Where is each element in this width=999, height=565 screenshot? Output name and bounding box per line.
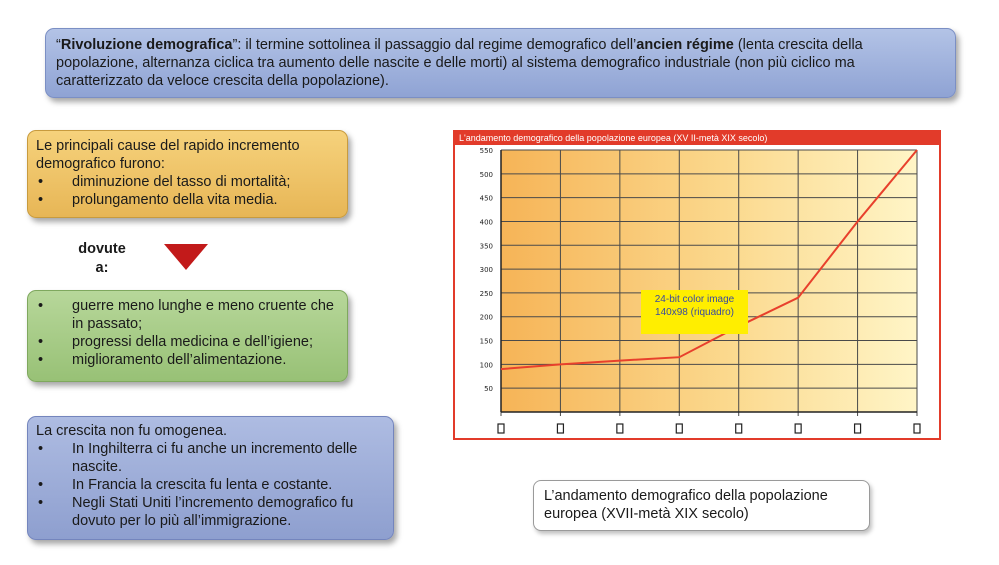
causes-intro: Le principali cause del rapido incremento demografico furono:: [36, 138, 300, 172]
growth-intro: La crescita non fu omogenea.: [36, 423, 228, 439]
x-tick-mark: [676, 424, 682, 433]
definition-text-2: (lenta crescita della popolazione, alternanza ciclica tra aumento delle nascite e delle morti) al sistema demografico industriale (non più ciclico ma caratterizzato da veloce crescita della popolazione).: [56, 37, 863, 89]
y-tick-label: 200: [479, 313, 493, 322]
y-tick-label: 450: [479, 194, 493, 203]
connector-label: dovute a:: [78, 241, 126, 276]
definition-text-1: : il termine sottolinea il passaggio dal regime demografico dell’: [237, 37, 637, 53]
ancien-regime-highlight: ancien régime: [636, 37, 734, 53]
chart-title: L'andamento demografico della popolazione europea (XV II-metà XIX secolo): [455, 132, 939, 145]
y-tick-label: 100: [479, 361, 493, 370]
x-tick-mark: [914, 424, 920, 433]
bullet-icon: •: [38, 192, 44, 208]
bullet-icon: •: [38, 352, 44, 368]
bullet-icon: •: [38, 174, 44, 190]
list-item: • diminuzione del tasso di mortalità;: [38, 174, 291, 190]
y-tick-label: 50: [484, 385, 493, 394]
arrow-down-icon: [164, 244, 208, 270]
x-tick-mark: [795, 424, 801, 433]
causes-box: [27, 130, 348, 218]
chart-caption: L’andamento demografico della popolazione europea (XVII-metà XIX secolo): [533, 480, 870, 531]
list-item: • progressi della medicina e dell’igiene;: [38, 334, 313, 350]
term-highlight: Rivoluzione demografica: [60, 37, 233, 53]
x-tick-mark: [736, 424, 742, 433]
factors-box: [27, 290, 348, 382]
growth-list: [36, 440, 385, 530]
list-item: • In Francia la crescita fu lenta e costante.: [38, 477, 333, 493]
x-tick-mark: [617, 424, 623, 433]
factors-list: [36, 297, 339, 369]
bullet-icon: •: [38, 495, 44, 511]
population-chart: [453, 130, 941, 440]
y-tick-label: 500: [479, 170, 493, 179]
list-item: • Negli Stati Uniti l’incremento demografico fu dovuto per lo più all’immigrazione.: [38, 495, 354, 529]
x-tick-mark: [498, 424, 504, 433]
y-tick-label: 350: [479, 242, 493, 251]
x-tick-mark: [855, 424, 861, 433]
y-tick-label: 150: [479, 337, 493, 346]
causes-list: [36, 173, 339, 209]
bullet-icon: •: [38, 334, 44, 350]
y-tick-label: 300: [479, 266, 493, 275]
bullet-icon: •: [38, 298, 44, 314]
growth-box: [27, 416, 394, 540]
list-item: • guerre meno lunghe e meno cruente che in passato;: [38, 298, 334, 332]
y-tick-label: 400: [479, 218, 493, 227]
image-note: 24-bit color image 140x98 (riquadro): [641, 290, 748, 334]
y-tick-label: 250: [479, 289, 493, 298]
bullet-icon: •: [38, 441, 44, 457]
list-item: • miglioramento dell’alimentazione.: [38, 352, 287, 368]
plot-area: [501, 150, 917, 412]
list-item: • prolungamento della vita media.: [38, 192, 278, 208]
y-tick-label: 550: [479, 147, 493, 155]
list-item: • In Inghilterra ci fu anche un incremento delle nascite.: [38, 441, 358, 475]
bullet-icon: •: [38, 477, 44, 493]
x-tick-mark: [557, 424, 563, 433]
definition-box: “Rivoluzione demografica”: il termine sottolinea il passaggio dal regime demografico dell’ancien régime (lenta crescita della popolazione, alternanza ciclica tra aumento delle nascite e delle morti) al sistema demografico industriale (non più ciclico ma caratterizzato da veloce crescita della popolazione).: [45, 28, 956, 98]
